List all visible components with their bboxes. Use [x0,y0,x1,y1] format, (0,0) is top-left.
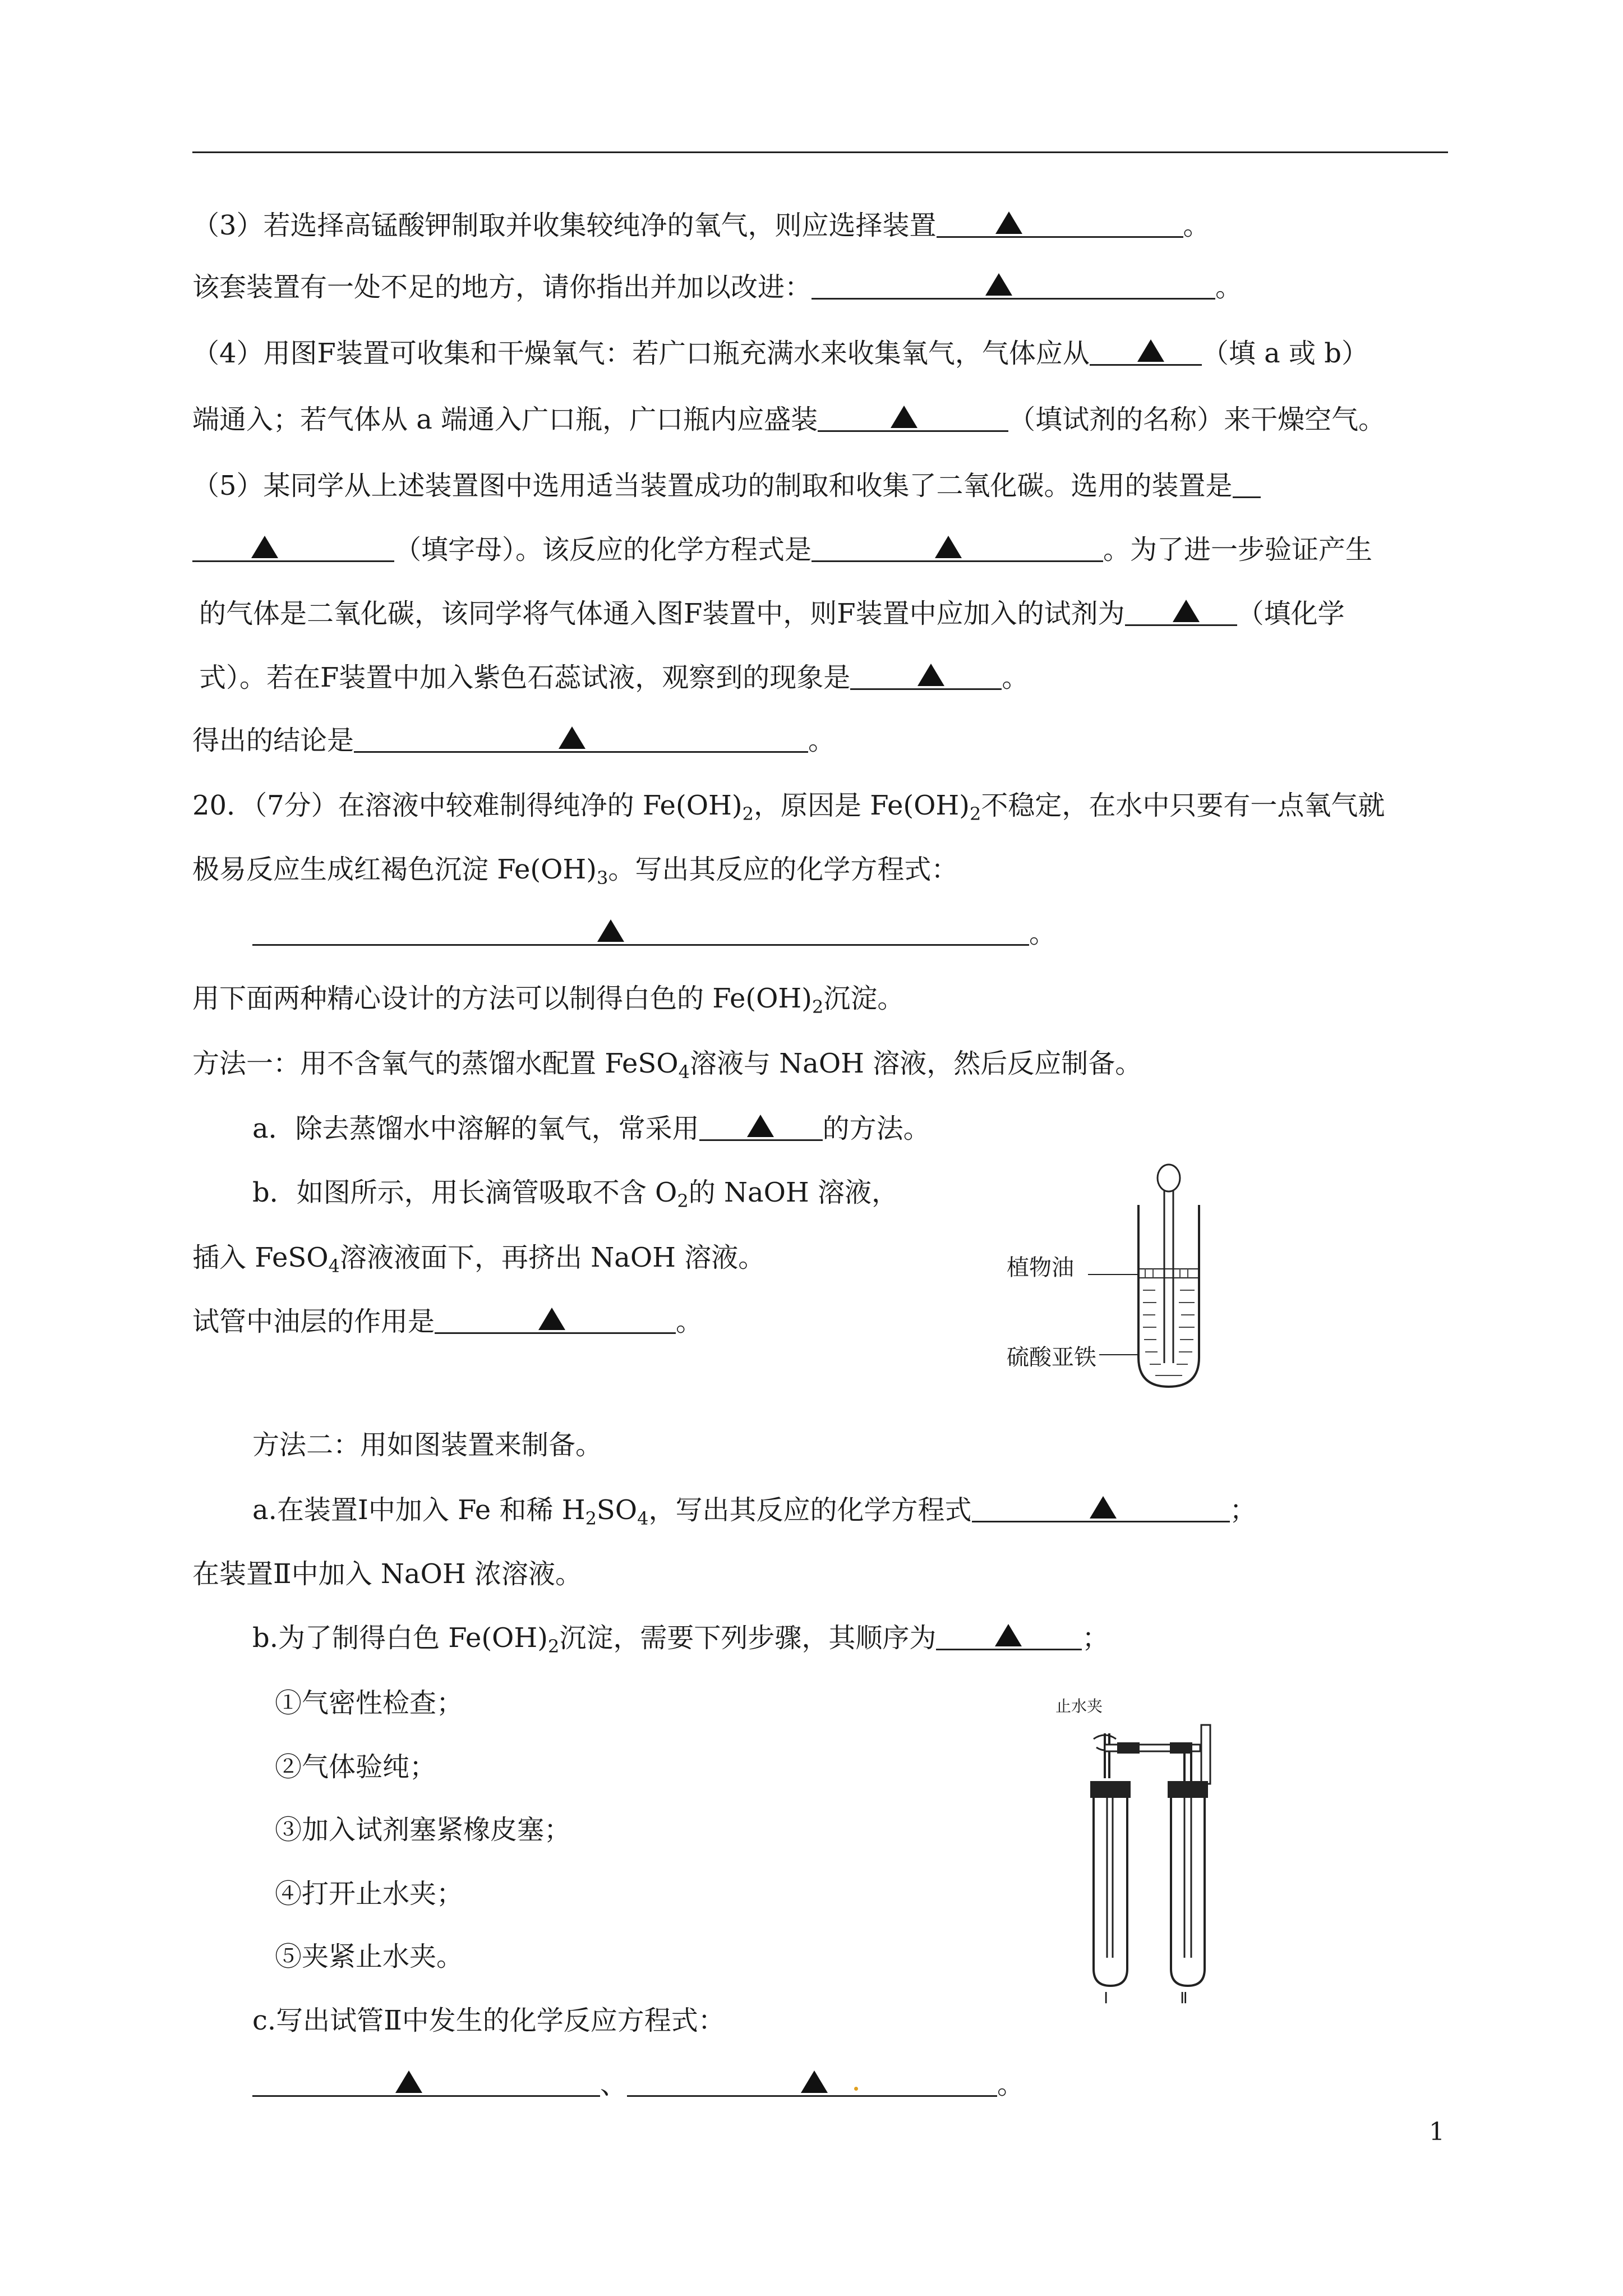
step-1: ①气密性检查； [275,1687,464,1719]
step-5: ⑤夹紧止水夹。 [275,1941,464,1972]
tube-I-label: Ⅰ [1104,1989,1109,2007]
method1-oil-line: 试管中油层的作用是 。 [192,1306,703,1337]
triangle-icon [538,1308,565,1330]
q5-line4: 式）。若在F装置中加入紫色石蕊试液，观察到的现象是 。 [199,662,1029,693]
method2-title: 方法二：用如图装置来制备。 [252,1429,603,1461]
method1-line: 方法一：用不含氧气的蒸馏水配置 FeSO$_4$溶液与 NaOH 溶液，然后反应制备。 [192,1048,1142,1083]
q5-line3: 的气体是二氧化碳，该同学将气体通入图F装置中，则F装置中应加入的试剂为 （填化学 [199,598,1345,629]
q5-line1: （5）某同学从上述装置图中选用适当装置成功的制取和收集了二氧化碳。选用的装置是 [192,469,1261,503]
triangle-icon [251,536,278,558]
answer-blank[interactable] [252,918,1029,946]
vegetable-oil-label: 植物油 [1007,1255,1074,1281]
q5-line5: 得出的结论是 。 [192,725,836,756]
q20-line1: 20．（7分）在溶液中较难制得纯净的 $Fe(OH)_2$，原因是 $Fe(OH)_2$不稳定，在水中只要有一点氧气就 [192,790,1385,825]
tube-II-label: Ⅱ [1180,1989,1188,2007]
triangle-icon [917,664,944,686]
q20-line4: 用下面两种精心设计的方法可以制得白色的 $Fe(OH)_2$沉淀。 [192,983,905,1018]
answer-blank[interactable] [192,535,394,562]
answer-blank[interactable] [972,1495,1230,1522]
step-3: ③加入试剂塞紧橡皮塞； [275,1814,571,1846]
triangle-icon [995,1624,1022,1646]
triangle-icon [559,726,585,749]
triangle-icon [747,1115,774,1137]
method2-a-line1: a.在装置Ⅰ中加入 Fe 和稀 $H_2SO_4$，写出其反应的化学方程式 ； [252,1494,1257,1529]
method1-a-line: a．除去蒸馏水中溶解的氧气，常采用 的方法。 [252,1113,930,1144]
q4-line2: 端通入；若气体从 a 端通入广口瓶，广口瓶内应盛装 （填试剂的名称）来干燥空气。 [192,404,1386,435]
answer-blank[interactable] [435,1306,676,1334]
answer-blank[interactable] [850,662,1002,690]
answer-blank[interactable] [699,1114,823,1141]
answer-blank[interactable] [811,272,1215,300]
answer-blank[interactable] [936,1623,1082,1650]
q3-line1: （3）若选择高锰酸钾制取并收集较纯净的氧气，则应选择装置 。 [192,210,1210,241]
two-tube-apparatus-figure [1066,1694,1234,2008]
answer-blank[interactable] [627,2069,997,2097]
triangle-icon [597,919,624,942]
ferrous-sulfate-label: 硫酸亚铁 [1007,1345,1096,1370]
step-4: ④打开止水夹； [275,1878,464,1910]
answer-blank[interactable] [937,210,1183,238]
method2-c-line: c.写出试管Ⅱ中发生的化学反应方程式： [252,2005,725,2036]
answer-blank[interactable] [818,404,1008,432]
answer-blank[interactable] [252,2069,600,2097]
dot-mark [854,2087,858,2091]
method2-a-line2: 在装置Ⅱ中加入 NaOH 浓溶液。 [192,1558,582,1590]
method1-b-line1: b．如图所示，用长滴管吸取不含 $O_2$的 NaOH 溶液， [252,1177,899,1212]
triangle-icon [995,211,1022,234]
q3-line2: 该套装置有一处不足的地方，请你指出并加以改进： 。 [192,272,1243,303]
q20-line2: 极易反应生成红褐色沉淀 $Fe(OH)_3$。写出其反应的化学方程式： [192,854,958,889]
triangle-icon [395,2070,422,2093]
q4-line1: （4）用图F装置可收集和干燥氧气：若广口瓶充满水来收集氧气，气体应从 （填 a 或 b） [192,338,1368,369]
answer-blank[interactable] [354,725,808,753]
triangle-icon [1137,339,1164,362]
water-clamp-label: 止水夹 [1055,1697,1103,1715]
answer-blank[interactable] [1125,599,1237,626]
triangle-icon [891,406,917,428]
method1-b-line2: 插入 FeSO$_4$溶液液面下，再挤出 NaOH 溶液。 [192,1242,766,1277]
triangle-icon [935,536,962,558]
q5-line2: （填字母）。该反应的化学方程式是 。为了进一步验证产生 [192,533,1372,567]
triangle-icon [1173,600,1200,622]
method2-c-blanks: 、 。 [252,2068,1024,2101]
answer-blank[interactable] [811,535,1103,562]
triangle-icon [801,2070,828,2093]
q20-line3: 。 [252,917,1056,950]
header-rule [192,151,1448,153]
triangle-icon [1090,1496,1117,1519]
page-number: 1 [1429,2118,1445,2146]
answer-blank[interactable] [1233,471,1261,498]
step-2: ②气体验纯； [275,1751,437,1783]
answer-blank[interactable] [1090,338,1202,366]
method2-b-line: b.为了制得白色 $Fe(OH)_2$沉淀，需要下列步骤，其顺序为 ； [252,1622,1109,1657]
triangle-icon [985,273,1012,296]
